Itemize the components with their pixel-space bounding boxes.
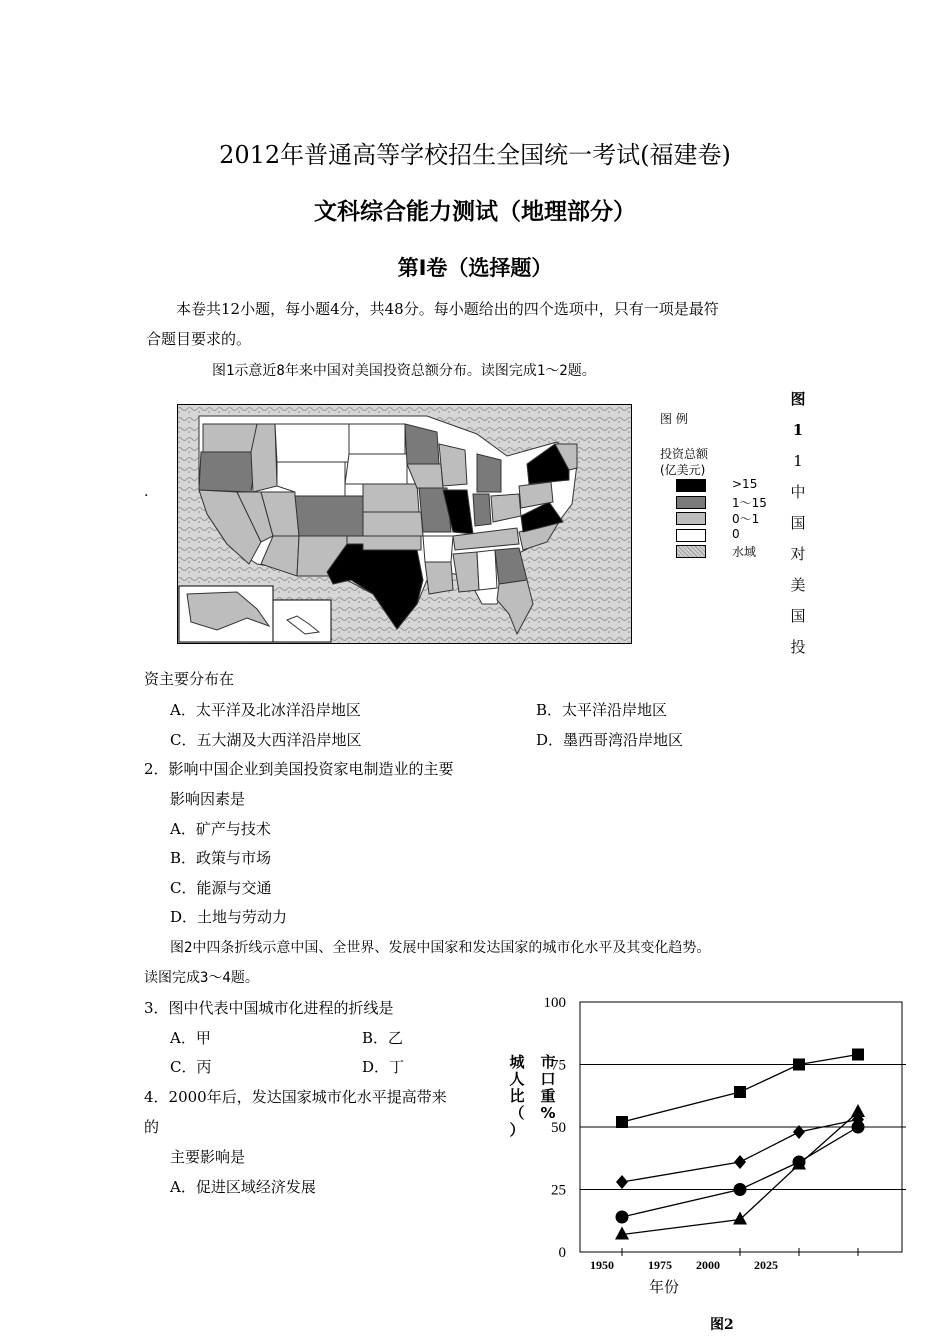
- y-tick-label: 0: [558, 1245, 566, 1261]
- urbanization-chart: [540, 990, 920, 1300]
- marker-triangle: [851, 1104, 865, 1117]
- side-char: 对: [790, 545, 806, 563]
- chart-ylabel-left: [509, 1054, 525, 1139]
- legend-label: >15: [732, 477, 758, 491]
- x-tick-label: 2025: [754, 1258, 778, 1272]
- intro-line-2: 合题目要求的。: [146, 330, 252, 348]
- marker-diamond: [734, 1155, 746, 1169]
- q1-option-b: B．太平洋沿岸地区: [536, 701, 668, 719]
- legend-swatch: [676, 545, 706, 558]
- marker-square: [793, 1059, 805, 1071]
- q3-option-d: D．丁: [362, 1058, 405, 1076]
- q3-option-a: A．甲: [170, 1029, 211, 1047]
- q1-option-c: C．五大湖及大西洋沿岸地区: [170, 731, 362, 749]
- legend-swatch: [676, 496, 706, 509]
- legend-swatch: [676, 512, 706, 525]
- side-char: 美: [790, 576, 806, 594]
- q2-stem-2: 影响因素是: [170, 790, 246, 808]
- q3-stem: 3．图中代表中国城市化进程的折线是: [144, 999, 394, 1017]
- q2-option-a: A．矿产与技术: [170, 820, 271, 838]
- ylabel-char: 比: [509, 1087, 525, 1105]
- side-char: 图: [790, 390, 806, 408]
- fig1-prompt: 图1示意近8年来中国对美国投资总额分布。读图完成1～2题。: [212, 363, 596, 379]
- q2-stem-1: 2．影响中国企业到美国投资家电制造业的主要: [144, 760, 454, 778]
- side-char: 国: [790, 514, 806, 532]
- marker-square: [734, 1086, 746, 1098]
- legend-label: 0～1: [732, 512, 760, 526]
- marker-square: [852, 1049, 864, 1061]
- x-tick-label: 1975: [648, 1258, 672, 1272]
- marker-triangle: [733, 1212, 747, 1225]
- side-char: 1: [793, 452, 803, 470]
- q3-option-c: C．丙: [170, 1058, 212, 1076]
- ylabel-char: %: [540, 1104, 556, 1122]
- side-char: 中: [790, 483, 806, 501]
- marker-triangle: [615, 1227, 629, 1240]
- q2-option-c: C．能源与交通: [170, 879, 272, 897]
- legend-title: 图 例: [660, 412, 688, 426]
- exam-title: 2012年普通高等学校招生全国统一考试(福建卷): [219, 141, 731, 169]
- y-tick-label: 100: [543, 995, 566, 1011]
- ylabel-char: 人: [509, 1070, 525, 1088]
- legend-label: 1～15: [732, 495, 767, 510]
- marker-diamond: [616, 1175, 628, 1189]
- q1-stem-tail: 资主要分布在: [144, 670, 235, 688]
- intro-line-1: 本卷共12小题，每小题4分，共48分。每小题给出的四个选项中，只有一项是最符: [176, 300, 719, 318]
- legend-subtitle-2: (亿美元): [660, 463, 706, 477]
- marker-circle: [734, 1183, 747, 1196]
- marker-circle: [616, 1211, 629, 1224]
- fig2-caption: 图2: [710, 1317, 734, 1333]
- q1-option-a: A．太平洋及北冰洋沿岸地区: [170, 701, 361, 719]
- x-tick-label: 2000: [696, 1258, 720, 1272]
- fig1-dot: .: [144, 484, 149, 500]
- exam-subtitle: 文科综合能力测试（地理部分）: [314, 199, 636, 225]
- ylabel-char: 口: [540, 1070, 556, 1088]
- series-line-diamond: [622, 1120, 858, 1183]
- legend-subtitle-1: 投资总额: [660, 447, 709, 461]
- marker-circle: [852, 1121, 865, 1134]
- fig1-side-caption: [788, 384, 808, 663]
- section-title: 第Ⅰ卷（选择题）: [397, 256, 553, 280]
- q3-option-b: B．乙: [362, 1029, 404, 1047]
- q2-option-b: B．政策与市场: [170, 849, 272, 867]
- q1-option-d: D．墨西哥湾沿岸地区: [536, 731, 684, 749]
- fig2-prompt-2: 读图完成3～4题。: [144, 970, 259, 986]
- legend-swatch: [676, 479, 706, 492]
- side-char: 投: [790, 638, 806, 656]
- q2-option-d: D．土地与劳动力: [170, 908, 288, 926]
- fig2-prompt-1: 图2中四条折线示意中国、全世界、发展中国家和发达国家的城市化水平及其变化趋势。: [170, 940, 711, 956]
- ylabel-char: ）: [509, 1121, 525, 1139]
- legend-label: 0: [732, 526, 740, 541]
- ylabel-char: 市: [540, 1053, 556, 1071]
- side-char: 国: [790, 607, 806, 625]
- y-tick-label: 25: [551, 1182, 566, 1199]
- ylabel-char: 重: [540, 1087, 556, 1105]
- us-investment-map: [177, 404, 632, 644]
- y-tick-label: 75: [551, 1057, 566, 1074]
- y-tick-label: 50: [551, 1120, 566, 1136]
- x-tick-label: 1950: [590, 1258, 614, 1272]
- x-axis-label: 年份: [648, 1278, 680, 1296]
- side-char: 1: [792, 421, 804, 439]
- legend-label: 水域: [732, 545, 757, 559]
- ylabel-char: （: [509, 1104, 525, 1122]
- q4-option-a: A．促进区域经济发展: [170, 1178, 316, 1196]
- marker-square: [616, 1116, 628, 1128]
- legend-swatch: [676, 529, 706, 542]
- q4-stem-3: 主要影响是: [170, 1148, 246, 1166]
- series-line-circle: [622, 1127, 858, 1217]
- q4-stem-2: 的: [144, 1118, 160, 1136]
- q4-stem-1: 4．2000年后，发达国家城市化水平提高带来: [144, 1088, 447, 1106]
- ylabel-char: 城: [509, 1053, 525, 1071]
